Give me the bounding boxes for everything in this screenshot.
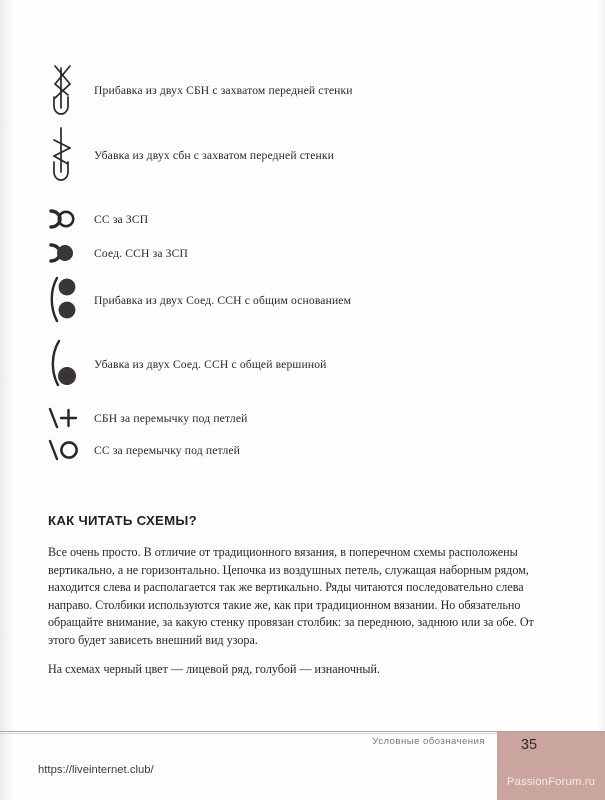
paragraph-text: На схемах черный цвет — лицевой ряд, голубой — изнаночный. — [48, 662, 381, 676]
legend-item-label: Соед. ССН за ЗСП — [94, 246, 189, 260]
slip-stitch-under-bar-symbol — [48, 436, 94, 464]
page-number: 35 — [520, 737, 538, 753]
legend-item — [48, 272, 568, 328]
legend-item — [48, 238, 568, 268]
section-paragraph-2 — [48, 661, 553, 679]
legend-item — [48, 204, 568, 234]
legend-item — [48, 404, 568, 432]
watermark-passionforum: PassionForum.ru — [506, 776, 596, 788]
scan-edge-shading-right — [597, 0, 605, 800]
legend-item — [48, 62, 568, 118]
increase-two-joined-dc-common-base-symbol — [48, 272, 94, 328]
watermark-liveinternet: https://liveinternet.club/ — [38, 764, 154, 776]
slip-stitch-back-loop-symbol — [48, 204, 94, 234]
legend-item — [48, 436, 568, 464]
legend-item-label: Убавка из двух сбн с захватом передней стенки — [94, 148, 335, 162]
legend-item-label: СС за перемычку под петлей — [94, 443, 241, 457]
increase-two-sc-front-loop-symbol — [48, 62, 94, 118]
section-paragraph-1 — [48, 544, 553, 650]
sc-under-bar-symbol — [48, 404, 94, 432]
paragraph-text: Все очень просто. В отличие от традиционного вязания, в поперечном схемы расположены вертикально, а не горизонтально. Цепочка из воздушных петель, служащая наборным рядом, находится слева и располагается так же вертикально. Ряды читаются последовательно слева направо. Столбики используются такие же, как при традиционном вязании. Но обязательно обращайте внимание, за какую стенку провязан столбик: за переднюю, заднюю или за обе. От этого будет зависеть внешний вид узора. — [48, 545, 534, 647]
legend-item — [48, 124, 568, 186]
symbol-legend-list — [48, 62, 568, 464]
scan-edge-shading-left — [0, 0, 14, 800]
join-dc-back-loop-symbol — [48, 238, 94, 268]
legend-item-label: СБН за перемычку под петлей — [94, 411, 248, 425]
section-heading: КАК ЧИТАТЬ СХЕМЫ? — [48, 513, 197, 528]
decrease-two-sc-front-loop-symbol — [48, 124, 94, 186]
legend-item-label: Прибавка из двух Соед. ССН с общим основанием — [94, 293, 352, 307]
legend-item-label: СС за ЗСП — [94, 212, 149, 226]
legend-item-label: Убавка из двух Соед. ССН с общей вершиной — [94, 357, 327, 371]
legend-item — [48, 336, 568, 392]
decrease-two-joined-dc-common-top-symbol — [48, 336, 94, 392]
running-head: Условные обозначения — [372, 736, 485, 747]
legend-item-label: Прибавка из двух СБН с захватом передней стенки — [94, 83, 353, 97]
